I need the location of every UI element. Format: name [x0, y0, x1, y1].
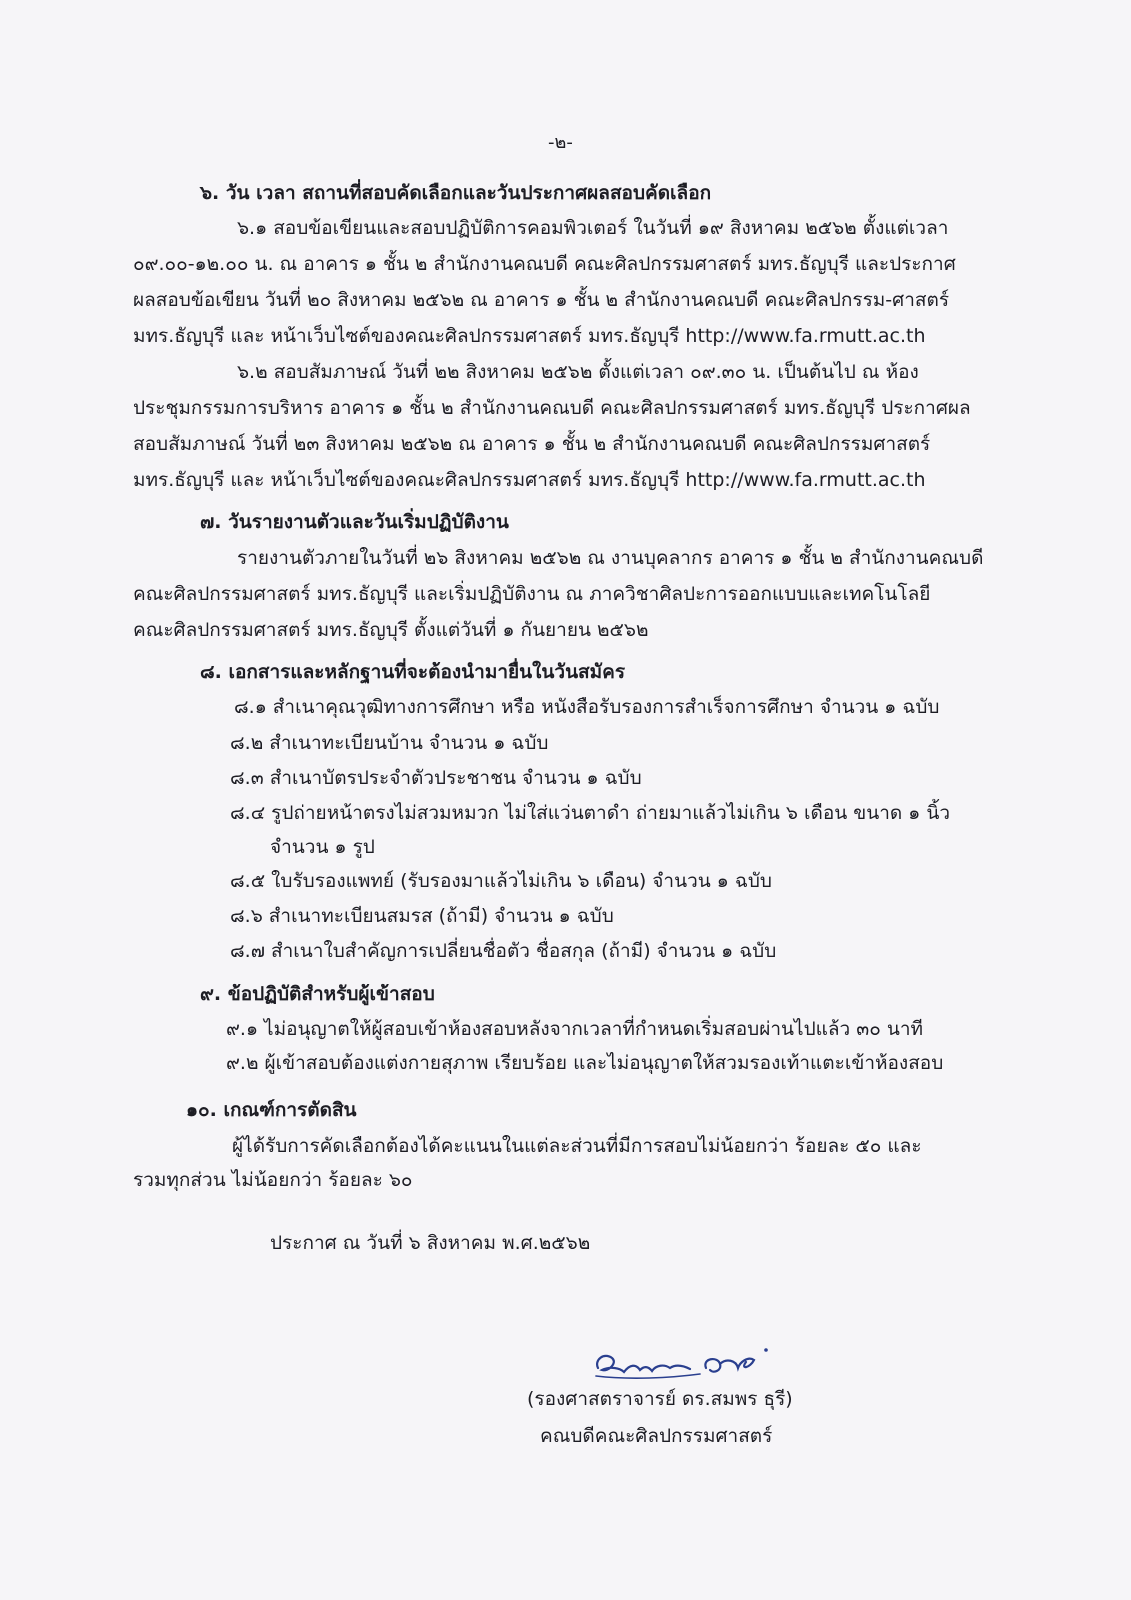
signer-name: (รองศาสตราจารย์ ดร.สมพร ธุรี)	[527, 1388, 793, 1410]
signer-position: คณบดีคณะศิลปกรรมศาสตร์	[540, 1425, 773, 1447]
section-8-item-1: ๘.๑ สำเนาคุณวุฒิทางการศึกษา หรือ หนังสือรับรองการสำเร็จการศึกษา จำนวน ๑ ฉบับ	[234, 696, 940, 718]
page-number: -๒-	[548, 132, 573, 153]
section-10-line-1: ผู้ได้รับการคัดเลือกต้องได้คะแนนในแต่ละส่วนที่มีการสอบไม่น้อยกว่า ร้อยละ ๕๐ และ	[232, 1135, 922, 1157]
section-8-item-2: ๘.๒ สำเนาทะเบียนบ้าน จำนวน ๑ ฉบับ	[230, 732, 549, 754]
section-9-title: ๙. ข้อปฏิบัติสำหรับผู้เข้าสอบ	[200, 983, 435, 1005]
section-7-line-3: คณะศิลปกรรมศาสตร์ มทร.ธัญบุรี ตั้งแต่วันที่ ๑ กันยายน ๒๕๖๒	[133, 619, 649, 641]
section-6-2-line-1: ๖.๒ สอบสัมภาษณ์ วันที่ ๒๒ สิงหาคม ๒๕๖๒ ตั้งแต่เวลา ๐๙.๓๐ น. เป็นต้นไป ณ ห้อง	[237, 361, 919, 383]
section-6-1-line-3: ผลสอบข้อเขียน วันที่ ๒๐ สิงหาคม ๒๕๖๒ ณ อาคาร ๑ ชั้น ๒ สำนักงานคณบดี คณะศิลปกรรม-ศาสตร์	[133, 289, 950, 311]
section-9-item-2: ๙.๒ ผู้เข้าสอบต้องแต่งกายสุภาพ เรียบร้อย และไม่อนุญาตให้สวมรองเท้าแตะเข้าห้องสอบ	[226, 1052, 944, 1074]
section-6-title: ๖. วัน เวลา สถานที่สอบคัดเลือกและวันประกาศผลสอบคัดเลือก	[200, 182, 712, 204]
section-7-line-2: คณะศิลปกรรมศาสตร์ มทร.ธัญบุรี และเริ่มปฏิบัติงาน ณ ภาควิชาศิลปะการออกแบบและเทคโนโลยี	[133, 583, 931, 605]
section-8-item-6: ๘.๖ สำเนาทะเบียนสมรส (ถ้ามี) จำนวน ๑ ฉบับ	[230, 905, 614, 927]
section-8-item-4-cont: จำนวน ๑ รูป	[270, 836, 375, 858]
section-8-item-3: ๘.๓ สำเนาบัตรประจำตัวประชาชน จำนวน ๑ ฉบับ	[230, 767, 642, 789]
section-8-item-4: ๘.๔ รูปถ่ายหน้าตรงไม่สวมหมวก ไม่ใส่แว่นตาดำ ถ่ายมาแล้วไม่เกิน ๖ เดือน ขนาด ๑ นิ้ว	[230, 802, 951, 824]
section-10-title: ๑๐. เกณฑ์การตัดสิน	[186, 1099, 357, 1121]
section-9-item-1: ๙.๑ ไม่อนุญาตให้ผู้สอบเข้าห้องสอบหลังจากเวลาที่กำหนดเริ่มสอบผ่านไปแล้ว ๓๐ นาที	[226, 1018, 924, 1040]
section-7-line-1: รายงานตัวภายในวันที่ ๒๖ สิงหาคม ๒๕๖๒ ณ งานบุคลากร อาคาร ๑ ชั้น ๒ สำนักงานคณบดี	[237, 547, 984, 569]
section-8-item-7: ๘.๗ สำเนาใบสำคัญการเปลี่ยนชื่อตัว ชื่อสกุล (ถ้ามี) จำนวน ๑ ฉบับ	[230, 940, 777, 962]
section-6-1-line-4: มทร.ธัญบุรี และ หน้าเว็บไซต์ของคณะศิลปกรรมศาสตร์ มทร.ธัญบุรี http://www.fa.rmutt.ac.th	[133, 325, 926, 347]
section-8-title: ๘. เอกสารและหลักฐานที่จะต้องนำมายื่นในวันสมัคร	[200, 661, 626, 683]
section-6-1-line-1: ๖.๑ สอบข้อเขียนและสอบปฏิบัติการคอมพิวเตอร์ ในวันที่ ๑๙ สิงหาคม ๒๕๖๒ ตั้งแต่เวลา	[237, 217, 949, 239]
section-8-item-5: ๘.๕ ใบรับรองแพทย์ (รับรองมาแล้วไม่เกิน ๖ เดือน) จำนวน ๑ ฉบับ	[230, 870, 772, 892]
section-10-line-2: รวมทุกส่วน ไม่น้อยกว่า ร้อยละ ๖๐	[133, 1169, 413, 1191]
section-6-2-line-2: ประชุมกรรมการบริหาร อาคาร ๑ ชั้น ๒ สำนักงานคณบดี คณะศิลปกรรมศาสตร์ มทร.ธัญบุรี ประกาศผล	[133, 397, 971, 419]
section-7-title: ๗. วันรายงานตัวและวันเริ่มปฏิบัติงาน	[200, 511, 509, 533]
section-6-2-line-3: สอบสัมภาษณ์ วันที่ ๒๓ สิงหาคม ๒๕๖๒ ณ อาคาร ๑ ชั้น ๒ สำนักงานคณบดี คณะศิลปกรรมศาสตร์	[133, 433, 931, 455]
section-6-1-line-2: ๐๙.๐๐-๑๒.๐๐ น. ณ อาคาร ๑ ชั้น ๒ สำนักงานคณบดี คณะศิลปกรรมศาสตร์ มทร.ธัญบุรี และประกาศ	[133, 253, 956, 275]
announcement-date: ประกาศ ณ วันที่ ๖ สิงหาคม พ.ศ.๒๕๖๒	[270, 1232, 591, 1254]
signature-image	[590, 1338, 790, 1388]
section-6-2-line-4: มทร.ธัญบุรี และ หน้าเว็บไซต์ของคณะศิลปกรรมศาสตร์ มทร.ธัญบุรี http://www.fa.rmutt.ac.th	[133, 469, 926, 491]
